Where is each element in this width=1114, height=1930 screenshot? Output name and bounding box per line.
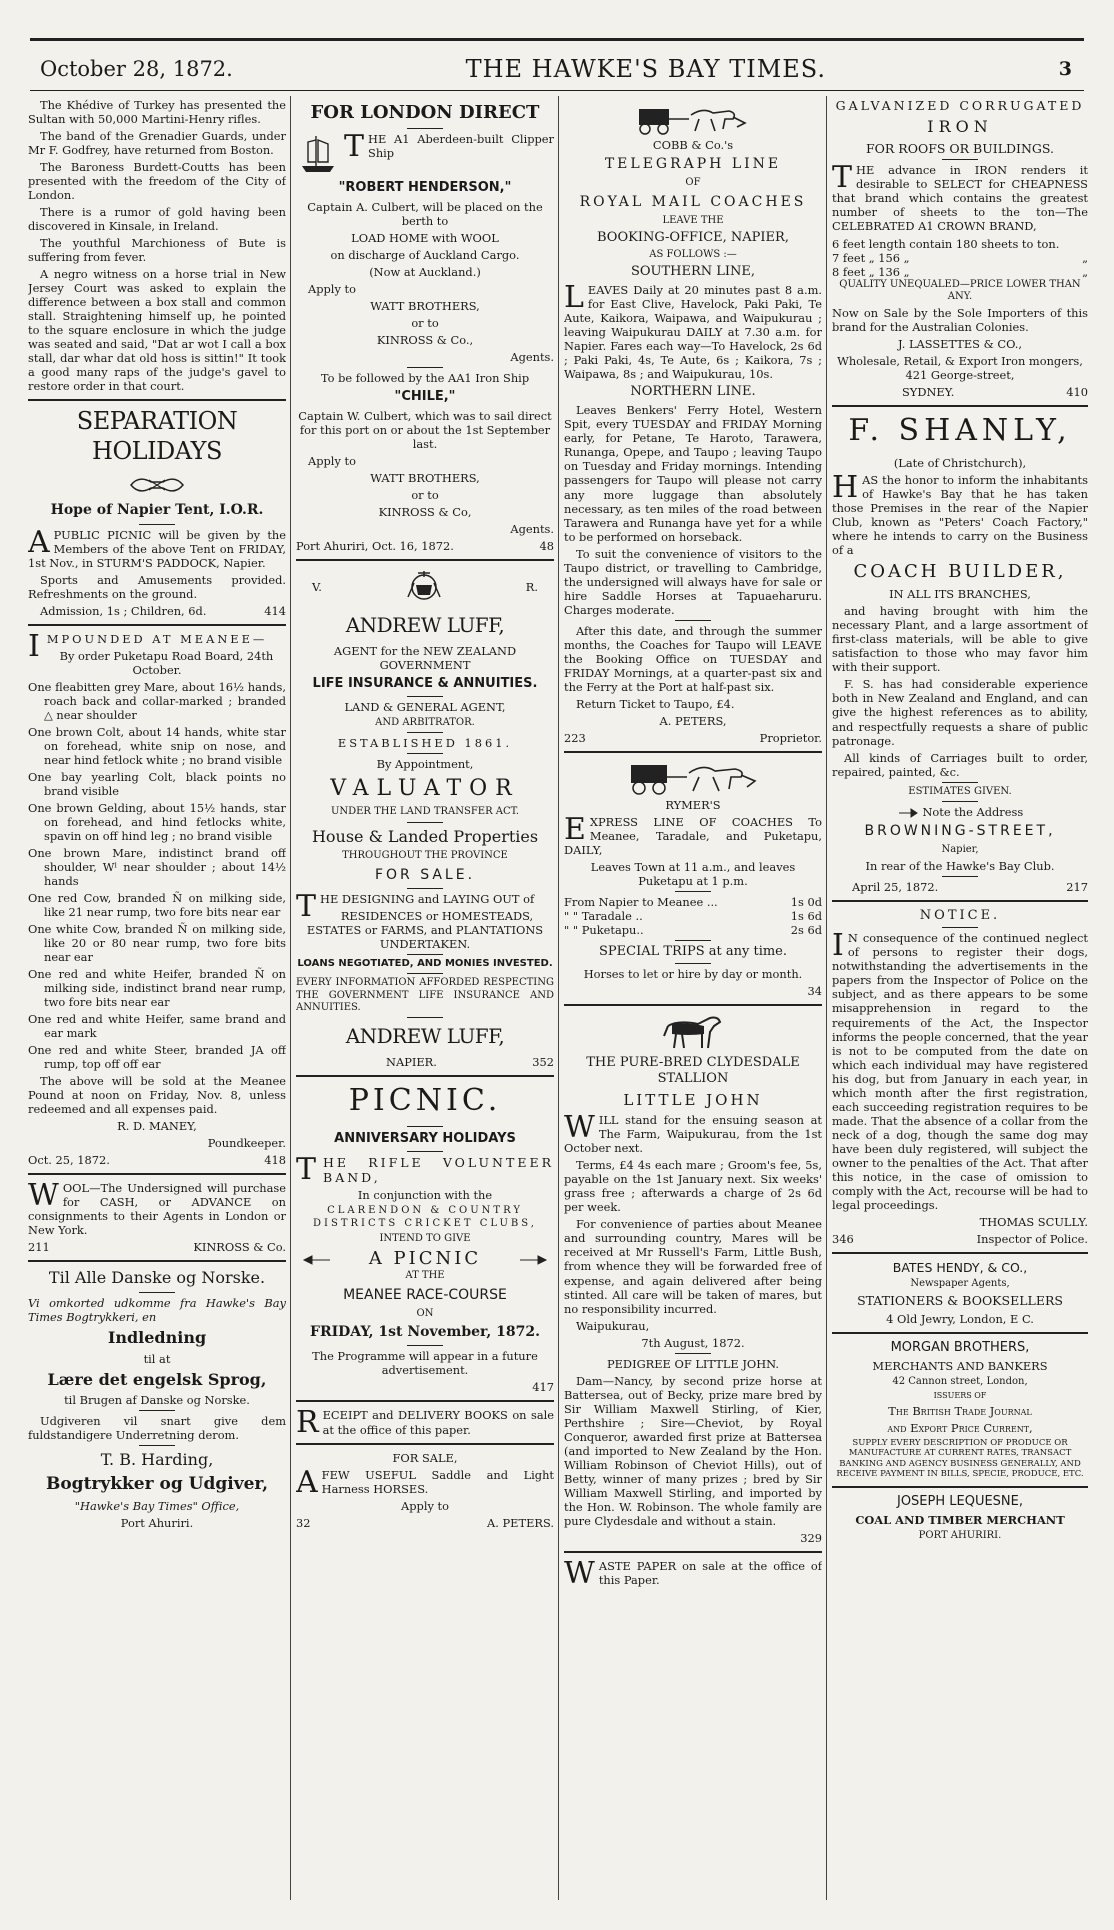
column-rule	[826, 96, 827, 1900]
ad-body: AS FOLLOWS :—	[649, 249, 737, 261]
divider	[675, 1353, 711, 1354]
ad-body: Udgiveren vil snart give dem fuldstandigere Underretning derom.	[28, 1414, 286, 1443]
ad-body: ESTIMATES GIVEN.	[908, 785, 1012, 797]
divider	[832, 1252, 1088, 1254]
ship-name: "ROBERT HENDERSON,"	[338, 180, 512, 196]
top-rule	[30, 38, 1084, 41]
for-sale-ad	[296, 1451, 554, 1530]
ad-body: and having brought with him the necessary Plant, and a large assortment of first-class materials, will be able to give satisfaction to those who may favor him with their support.	[832, 604, 1088, 675]
divider	[296, 1400, 554, 1402]
stallion-name: LITTLE JOHN	[623, 1090, 763, 1109]
ad-body: Captain A. Culbert, will be placed on the berth to	[307, 200, 543, 229]
morgan-brothers-ad	[832, 1340, 1088, 1480]
impounded-item: One fleabitten grey Mare, about 16½ hands, roach back and collar-marked ; branded △ near shoulder	[28, 679, 286, 722]
ad-number: 418	[264, 1153, 286, 1168]
drop-cap: W	[28, 1178, 59, 1214]
divider	[832, 1486, 1088, 1488]
ad-heading: TELEGRAPH LINE	[604, 156, 782, 173]
divider	[28, 1173, 286, 1175]
ad-body: After this date, and through the summer months, the Coaches for Taupo will LEAVE the Booking Office on TUESDAY and FRIDAY Mornings, at a quarter-past six and the Ferry at the Port at half-past six.	[564, 623, 822, 694]
fare-price: 2s 6d	[790, 922, 822, 937]
signer-role: Proprietor.	[759, 730, 822, 745]
impounded-item: One red and white Heifer, same brand and ear mark	[28, 1012, 286, 1041]
ad-body: Newspaper Agents,	[910, 1278, 1010, 1290]
andrew-luff-ad	[296, 567, 554, 1068]
ad-body: By Appointment,	[376, 757, 474, 772]
ad-body: Sports and Amusements provided. Refreshments on the ground.	[28, 572, 286, 601]
vr-letter: V.	[312, 580, 322, 595]
ad-body: on discharge of Auckland Cargo.	[330, 248, 520, 263]
ad-place: Waipukurau,	[576, 1318, 650, 1333]
column-4	[832, 98, 1088, 1898]
ad-heading: SEPARATION HOLIDAYS	[76, 407, 238, 465]
signer-role: Inspector of Police.	[976, 1231, 1088, 1246]
page-number: 3	[1058, 58, 1072, 81]
ad-number: 414	[264, 603, 286, 618]
news-item: The youthful Marchioness of Bute is suffering from fever.	[28, 236, 286, 265]
size-ditto: „	[1082, 264, 1088, 279]
ad-body: HE A1 Aberdeen-built Clipper Ship	[368, 132, 554, 161]
wool-ad	[28, 1178, 286, 1255]
ad-heading: ROYAL MAIL COACHES	[579, 193, 807, 210]
signer-name: THOMAS SCULLY.	[979, 1214, 1088, 1229]
ad-heading: FOR ROOFS OR BUILDINGS.	[866, 141, 1054, 157]
impounded-item: One red and white Steer, branded JA off rump, top off off ear	[28, 1043, 286, 1072]
ad-number: 211	[28, 1240, 50, 1255]
impounded-item: One bay yearling Colt, black points no brand visible	[28, 769, 286, 798]
ad-number: 352	[532, 1054, 554, 1069]
divider	[564, 1004, 822, 1006]
signer-name: A. PETERS.	[487, 1515, 554, 1530]
agent-name: WATT BROTHERS,	[370, 299, 480, 314]
ad-body: N consequence of the continued neglect of persons to register their dogs, notwithstanding the advertisements in the papers from the Inspector of Police on the subject, and as there appears to be some misapprehension in regard to the requirements of the Act, the Inspector informs the people concerned, that the year is not to be computed from the date on which each individual may have registered his dog, but from January in each year, in which month after the first registration, each succeeding registration requires to be made. That the absence of a collar from the neck of a dog, though the same dog may have been duly registered, will subject the owner to the penalties of the Act. That after this notice, in the case of omission to comply with the Act, recourse will be had to legal proceedings.	[832, 931, 1088, 1212]
fare-route: " " Puketapu..	[564, 922, 644, 937]
ad-body: In conjunction with the	[357, 1188, 493, 1203]
ad-body: For convenience of parties about Meanee and surrounding country, Mares will be received at Mr Russell's Farm, Little Bush, from whence they will be forwarded free of expense, and again delivered after being stinted. All care will be taken of mares, but no responsibility incurred.	[564, 1217, 822, 1316]
ad-number: 410	[1066, 385, 1088, 400]
ad-place: NAPIER.	[386, 1054, 437, 1069]
ad-number: 32	[296, 1515, 311, 1530]
divider	[675, 891, 711, 892]
bates-hendy-ad	[832, 1260, 1088, 1326]
iron-ad	[832, 98, 1088, 399]
divider	[139, 1445, 175, 1446]
admission-text: Admission, 1s ; Children, 6d.	[40, 603, 207, 618]
divider	[675, 940, 711, 941]
masthead	[40, 52, 1072, 88]
divider	[832, 1332, 1088, 1334]
ad-body: Agents.	[510, 522, 554, 537]
lequesne-ad	[832, 1494, 1088, 1542]
fare-price: 1s 6d	[790, 908, 822, 923]
divider	[407, 888, 443, 889]
divider	[28, 1260, 286, 1262]
ad-body: The British Trade Journal	[888, 1403, 1032, 1418]
ad-body: To suit the convenience of visitors to the Taupo district, or travelling to Cambridge, the undersigned will always have for sale or hire Saddle Horses at Tapuaeharuru. Charges moderate.	[564, 546, 822, 617]
ad-body: FEW USEFUL Saddle and Light Harness HORSES.	[321, 1467, 554, 1496]
drop-cap: A	[28, 524, 50, 560]
ad-body: Apply to	[308, 282, 356, 297]
ad-body: and Export Price Current,	[887, 1420, 1033, 1435]
signer-role: Poundkeeper.	[207, 1136, 286, 1151]
ad-body: Leaves Benkers' Ferry Hotel, Western Spit, every TUESDAY and FRIDAY Morning early, for Petane, Te Haroto, Tarawera, Runanga, Opepe, and Taupo ; leaving Taupo on Tuesday and Friday mornings. Intending passengers for Taupo will please not carry any more luggage than absolutely necessary, as ten miles of the road between Tarawera and Runanga have yet for a while to be performed on horseback.	[564, 403, 822, 544]
ad-body: Vi omkorted udkomme fra Hawke's Bay Times Bogtrykkeri, en	[28, 1295, 286, 1324]
ad-body: Apply to	[308, 454, 356, 469]
fare-row	[564, 895, 822, 909]
ad-body: EVERY INFORMATION AFFORDED RESPECTING THE GOVERNMENT LIFE INSURANCE AND ANNUITIES.	[296, 977, 554, 1013]
ad-body: The above will be sold at the Meanee Pound at noon on Friday, Nov. 8, unless redeemed and all expenses paid.	[28, 1074, 286, 1117]
ad-body: INTEND TO GIVE	[379, 1232, 471, 1244]
drop-cap: L	[564, 280, 584, 316]
drop-cap: E	[564, 811, 586, 847]
ad-body: ECEIPT and DELIVERY BOOKS on sale at the office of this paper.	[322, 1408, 554, 1437]
ad-body: Apply to	[401, 1498, 449, 1513]
pointing-hand-icon	[897, 805, 919, 819]
ad-title: A PICNIC	[368, 1248, 482, 1270]
agent-name: KINROSS & Co,	[378, 505, 472, 520]
notice-ad	[832, 908, 1088, 1245]
ad-body: IN ALL ITS BRANCHES,	[889, 587, 1031, 602]
divider	[942, 782, 978, 783]
drop-cap: T	[832, 160, 853, 196]
ad-number: 217	[1066, 880, 1088, 895]
column-3	[564, 98, 822, 1898]
valuator-title: VALUATOR	[330, 776, 520, 802]
news-item: The band of the Grenadier Guards, under Mr F. Godfrey, have returned from Boston.	[28, 129, 286, 158]
firm-name: J. LASSETTES & CO.,	[898, 337, 1022, 352]
separation-holidays-ad	[28, 407, 286, 617]
ad-body: 42 Cannon street, London,	[892, 1375, 1028, 1387]
ad-place: SYDNEY.	[902, 385, 955, 400]
pointing-hand-icon	[302, 1252, 332, 1266]
ad-date: Port Ahuriri, Oct. 16, 1872.	[296, 539, 454, 554]
size-text: 7 feet „ 156 „	[832, 250, 910, 265]
fare-row	[564, 909, 822, 923]
ad-heading: Til Alle Danske og Norske.	[48, 1268, 266, 1288]
impounded-item: One brown Mare, indistinct brand off shoulder, Wˡ near shoulder ; about 14½ hands	[28, 845, 286, 888]
ad-body: or to	[411, 488, 439, 503]
news-item: The Khédive of Turkey has presented the Sultan with 50,000 Martini-Henry rifles.	[28, 98, 286, 127]
ad-body: ILL stand for the ensuing season at The Farm, Waipukurau, from the 1st October next.	[564, 1113, 822, 1156]
ship-name: "CHILE,"	[394, 389, 456, 405]
drop-cap: T	[296, 888, 317, 924]
address-street: BROWNING-STREET,	[864, 822, 1056, 839]
ad-subheading: LIFE INSURANCE & ANNUITIES.	[312, 676, 538, 692]
ad-body: MERCHANTS AND BANKERS	[872, 1358, 1048, 1373]
firm-name: RYMER'S	[665, 797, 721, 812]
masthead-rule	[30, 90, 1084, 91]
ad-body: SUPPLY EVERY DESCRIPTION OF PRODUCE OR MANUFACTURE AT CURRENT RATES, TRANSACT BANKING AND AGENCY BUSINESS GENERALLY, AND RECEIVE PAYMENT IN BILLS, SPECIE, PRODUCE, ETC.	[836, 1437, 1084, 1480]
ad-subheading: FOR SALE.	[374, 866, 476, 883]
firm-name: MORGAN BROTHERS,	[890, 1339, 1030, 1355]
fare-row	[564, 923, 822, 937]
column-1	[28, 98, 286, 1898]
section-heading: NORTHERN LINE.	[630, 384, 756, 400]
divider	[407, 822, 443, 823]
ad-number: 346	[832, 1231, 854, 1246]
ad-body: AS the honor to inform the inhabitants of Hawke's Bay that he has taken those Premises in the rear of the Napier Club, known as "Peters' Coach Factory," where he intends to carry on the Business of a	[832, 473, 1088, 558]
size-ditto: „	[1082, 250, 1088, 265]
ad-subheading: SPECIAL TRIPS at any time.	[599, 943, 787, 959]
size-row	[832, 265, 1088, 279]
drop-cap: I	[28, 628, 43, 664]
agent-name: ANDREW LUFF,	[345, 613, 505, 638]
impounded-item: One white Cow, branded Ñ on milking side, like 20 or 80 near rump, two fore bits near ear	[28, 921, 286, 964]
ad-body: QUALITY UNEQUALED—PRICE LOWER THAN ANY.	[839, 278, 1081, 302]
section-heading: SOUTHERN LINE,	[630, 264, 756, 280]
column-rule	[290, 96, 291, 1900]
firm-name: COBB & Co.'s	[652, 138, 734, 152]
divider	[407, 954, 443, 955]
ad-body: HE advance in IRON renders it desirable to SELECT for CHEAPNESS that brand which contains the greatest number of sheets to the ton—The CELEBRATED A1 CROWN BRAND,	[832, 163, 1088, 234]
ad-body: STATIONERS & BOOKSELLERS	[857, 1293, 1063, 1309]
ad-body: To be followed by the AA1 Iron Ship	[320, 371, 530, 386]
agent-name: ANDREW LUFF,	[345, 1024, 505, 1049]
ad-body: Agents.	[510, 350, 554, 365]
size-text: 8 feet „ 136 „	[832, 264, 910, 279]
ad-body: Wholesale, Retail, & Export Iron mongers, 421 George-street,	[837, 354, 1083, 383]
sailing-ship-icon	[296, 132, 340, 176]
stagecoach-icon	[564, 101, 822, 135]
drop-cap: R	[296, 1405, 319, 1441]
venue-name: MEANEE RACE-COURSE	[343, 1286, 507, 1303]
ad-body: By order Puketapu Road Board, 24th October.	[59, 648, 274, 677]
ad-subheading: Hope of Napier Tent, I.O.R.	[50, 502, 264, 519]
fare-route: " " Taradale ..	[564, 908, 643, 923]
ad-body: All kinds of Carriages built to order, repaired, painted, &c.	[832, 750, 1088, 779]
ad-body: (Late of Christchurch),	[893, 456, 1027, 471]
ad-body: ON	[416, 1307, 434, 1319]
size-row	[832, 237, 1088, 251]
ad-place: PORT AHURIRI.	[918, 1529, 1002, 1541]
divider	[28, 624, 286, 626]
signer-name: R. D. MANEY,	[117, 1119, 197, 1134]
ad-body: In rear of the Hawke's Bay Club.	[865, 859, 1055, 874]
ad-number: 417	[532, 1380, 554, 1395]
divider	[139, 524, 175, 525]
ad-body: AGENT for the NEW ZEALAND GOVERNMENT	[333, 644, 517, 673]
stallion-ad	[564, 1012, 822, 1545]
ad-subheading: COACH BUILDER,	[853, 561, 1067, 583]
cobb-coaches-ad	[564, 101, 822, 745]
divider	[407, 753, 443, 754]
drop-cap: I	[832, 928, 844, 964]
ad-heading: F. SHANLY,	[848, 413, 1072, 449]
divider	[139, 1410, 175, 1411]
ad-heading: PICNIC.	[348, 1082, 502, 1118]
ad-body: RESIDENCES or HOMESTEADS, ESTATES or FARMS, and PLANTATIONS UNDERTAKEN.	[306, 908, 544, 951]
impounded-item: One red Cow, branded Ñ on milking side, like 21 near rump, two fore bits near ear	[28, 890, 286, 919]
danish-ad	[28, 1268, 286, 1530]
ad-body: HE RIFLE VOLUNTEER BAND,	[323, 1154, 554, 1185]
ad-body: AND ARBITRATOR.	[375, 717, 475, 729]
firm-name: JOSEPH LEQUESNE,	[896, 1493, 1024, 1509]
ad-body: The Programme will appear in a future advertisement.	[312, 1349, 538, 1378]
signer-name: A. PETERS,	[659, 713, 727, 728]
firm-name: BATES HENDY, & CO.,	[892, 1259, 1028, 1275]
clasped-hands-emblem-icon	[28, 472, 286, 498]
news-item: A negro witness on a horse trial in New Jersey Court was asked to explain the difference between a box stall and common stall. Straightening himself up, he pointed to the square enclosure in which the judge was seated and said, "Dat ar wot I call a box stall, dar whar dat old hoss is sittin!" It took a good many raps of the judge's gavel to restore order in that court.	[28, 267, 286, 394]
office-name: "Hawke's Bay Times" Office,	[74, 1498, 240, 1513]
ad-body: PUBLIC PICNIC will be given by the Members of the above Tent on FRIDAY, 1st Nov., in STURM'S PADDOCK, Napier.	[28, 527, 286, 570]
ad-heading: FOR SALE,	[392, 1450, 458, 1465]
fare-price: 1s 0d	[790, 894, 822, 909]
ad-body: Now on Sale by the Sole Importers of this brand for the Australian Colonies.	[832, 306, 1088, 335]
issue-date: October 28, 1872.	[40, 57, 233, 82]
ad-body: LAND & GENERAL AGENT,	[344, 700, 506, 715]
divider	[942, 159, 978, 160]
ad-body: LOANS NEGOTIATED, AND MONIES INVESTED.	[297, 957, 553, 969]
newspaper-title: THE HAWKE'S BAY TIMES.	[465, 55, 827, 84]
rymer-coaches-ad	[564, 759, 822, 998]
divider	[296, 1443, 554, 1445]
drop-cap: H	[832, 470, 859, 506]
ad-heading: NOTICE.	[919, 908, 1001, 924]
ad-date: 7th August, 1872.	[641, 1335, 745, 1350]
ad-place: Napier,	[941, 844, 979, 856]
pointing-hand-icon	[518, 1252, 548, 1266]
ad-date: Oct. 25, 1872.	[28, 1153, 110, 1168]
divider	[296, 559, 554, 561]
ad-body: OF	[685, 177, 701, 189]
ad-heading: THE PURE-BRED CLYDESDALE STALLION	[586, 1054, 800, 1086]
office-place: Port Ahuriri.	[120, 1515, 194, 1530]
ad-body: Horses to let or hire by day or month.	[583, 966, 803, 981]
ad-body: Terms, £4 4s each mare ; Groom's fee, 5s, payable on the 1st January next. Six weeks' grass free ; afterwards a charge of 2s 6d per week.	[564, 1158, 822, 1215]
ad-body: HE DESIGNING and LAYING OUT of	[320, 891, 535, 906]
divider	[28, 399, 286, 401]
london-ship-ad	[296, 102, 554, 553]
divider	[832, 405, 1088, 407]
ad-body: Note the Address	[922, 804, 1024, 819]
divider	[407, 1151, 443, 1152]
news-item: There is a rumor of gold having been discovered in Kinsale, in Ireland.	[28, 205, 286, 234]
ad-body: Return Ticket to Taupo, £4.	[576, 696, 735, 711]
ad-number: 34	[807, 983, 822, 998]
ad-body: OOL—The Undersigned will purchase for CASH, or ADVANCE on consignments to their Agents in London or New York.	[28, 1181, 286, 1238]
divider	[942, 876, 978, 877]
divider	[675, 963, 711, 964]
ad-body: til at	[143, 1351, 171, 1366]
divider	[942, 927, 978, 928]
ad-body: COAL AND TIMBER MERCHANT	[855, 1512, 1065, 1527]
ad-body: 4 Old Jewry, London, E C.	[886, 1311, 1034, 1326]
ad-body: AT THE	[405, 1270, 445, 1282]
ad-number: 329	[800, 1530, 822, 1545]
impounded-item: One brown Gelding, about 15½ hands, star on forehead, and hind fetlocks white, spavin on off hind leg ; no brand visible	[28, 800, 286, 843]
waste-paper-ad	[564, 1555, 822, 1591]
ad-body: (Now at Auckland.)	[369, 265, 481, 280]
picnic-ad	[296, 1083, 554, 1395]
divider	[139, 1292, 175, 1293]
news-item: The Baroness Burdett-Coutts has been presented with the freedom of the City of London.	[28, 160, 286, 203]
divider	[564, 751, 822, 753]
ad-heading: GALVANIZED CORRUGATED	[835, 98, 1085, 113]
ad-heading: MPOUNDED AT MEANEE—	[46, 631, 268, 646]
ad-title: Indledning	[107, 1327, 207, 1347]
drop-cap: W	[564, 1555, 595, 1591]
divider	[832, 900, 1088, 902]
impounded-ad	[28, 628, 286, 1168]
ad-body: Captain W. Culbert, which was to sail direct for this port on or about the 1st September last.	[298, 409, 552, 452]
vr-letter: R.	[525, 580, 538, 595]
ad-subheading: House & Landed Properties	[311, 826, 539, 846]
stagecoach-icon	[564, 759, 822, 795]
agent-name: KINROSS & Co.,	[376, 333, 474, 348]
divider	[407, 1017, 443, 1018]
ad-body: ASTE PAPER on sale at the office of this Paper.	[598, 1558, 822, 1587]
ad-body: or to	[411, 316, 439, 331]
signer-trade: Bogtrykker og Udgiver,	[45, 1474, 269, 1495]
size-row	[832, 251, 1088, 265]
royal-arms-icon	[400, 567, 448, 607]
event-date: FRIDAY, 1st November, 1872.	[310, 1324, 540, 1341]
horse-icon	[564, 1012, 822, 1052]
drop-cap: T	[296, 1151, 320, 1187]
receipt-books-ad	[296, 1405, 554, 1441]
impounded-item: One brown Colt, about 14 hands, white star on forehead, white snip on nose, and near hind fetlock white ; no brand visible	[28, 724, 286, 767]
ad-body: CLARENDON & COUNTRY DISTRICTS CRICKET CLUBS,	[313, 1205, 537, 1229]
ad-body: ESTABLISHED 1861.	[337, 736, 513, 751]
ad-body: Leaves Town at 11 a.m., and leaves Puketapu at 1 p.m.	[590, 859, 796, 888]
ad-date: April 25, 1872.	[852, 880, 939, 895]
ad-body: EAVES Daily at 20 minutes past 8 a.m. for East Clive, Havelock, Paki Paki, Te Aute, Kaikora, Waipawa, and Waipukurau ; leaving Waipukurau DAILY at 7.30 a.m. for Napier. Fares each way—To Havelock, 2s 6d ; Paki Paki, 4s, Te Aute, 6s ; Kaikora, 7s ; Waipawa, 8s ; and Waipukurau, 10s.	[564, 283, 822, 382]
ad-title: Lære det engelsk Sprog,	[47, 1369, 267, 1389]
ad-body: til Brugen af Danske og Norske.	[64, 1393, 250, 1408]
divider	[296, 1075, 554, 1077]
divider	[407, 1345, 443, 1346]
size-text: 6 feet length contain 180 sheets to ton.	[832, 236, 1060, 251]
divider	[564, 1551, 822, 1553]
column-2	[296, 98, 554, 1898]
impounded-item: One red and white Heifer, branded Ñ on milking side, indistinct brand near rump, two fore bits near ear	[28, 967, 286, 1010]
ad-body: F. S. has had considerable experience both in New Zealand and England, and can give the highest references as to ability, and respectfully requests a share of public patronage.	[832, 677, 1088, 748]
ad-number: 48	[539, 539, 554, 554]
divider	[407, 1126, 443, 1127]
ad-subheading: ANNIVERSARY HOLIDAYS	[334, 1130, 516, 1146]
drop-cap: A	[296, 1464, 318, 1500]
divider	[407, 367, 443, 368]
divider	[407, 732, 443, 733]
divider	[407, 973, 443, 974]
ad-body: BOOKING-OFFICE, NAPIER,	[597, 230, 789, 246]
ad-body: LOAD HOME with WOOL	[351, 231, 499, 246]
ad-body: UNDER THE LAND TRANSFER ACT.	[330, 806, 520, 818]
ad-body: THROUGHOUT THE PROVINCE	[342, 850, 508, 862]
shanly-ad	[832, 413, 1088, 894]
signer-name: T. B. Harding,	[100, 1450, 214, 1470]
firm-name: KINROSS & Co.	[193, 1240, 286, 1255]
fare-route: From Napier to Meanee ...	[564, 894, 718, 909]
divider	[407, 128, 443, 129]
ad-heading: IRON	[927, 117, 993, 137]
ad-body: ISSUERS OF	[933, 1391, 987, 1401]
ad-body: XPRESS LINE OF COACHES To Meanee, Taradale, and Puketapu, DAILY,	[564, 814, 822, 857]
ad-body: LEAVE THE	[662, 214, 724, 226]
ad-number: 223	[564, 730, 586, 745]
ad-heading: FOR LONDON DIRECT	[310, 102, 540, 123]
ad-body: Dam—Nancy, by second prize horse at Battersea, out of Becky, prize mare bred by Sir William Maxwell Stirling, of Kier, Perthshire ; Sire—Cheviot, by Royal Conqueror, awarded first prize at Battersea (and imported to New Zealand by the Hon. William Robinson of Cheviot Hills), out of Betty, winner of many prizes ; bred by Sir William Maxwell Stirling, and imported by the Hon. W. Robinson. The whole family are pure Clydesdale and without a stain.	[564, 1373, 822, 1528]
divider	[675, 620, 711, 621]
drop-cap: T	[344, 129, 365, 165]
divider	[407, 696, 443, 697]
column-rule	[558, 96, 559, 1900]
divider	[942, 801, 978, 802]
agent-name: WATT BROTHERS,	[370, 471, 480, 486]
ad-subheading: PEDIGREE OF LITTLE JOHN.	[606, 1356, 780, 1371]
drop-cap: W	[564, 1110, 595, 1146]
